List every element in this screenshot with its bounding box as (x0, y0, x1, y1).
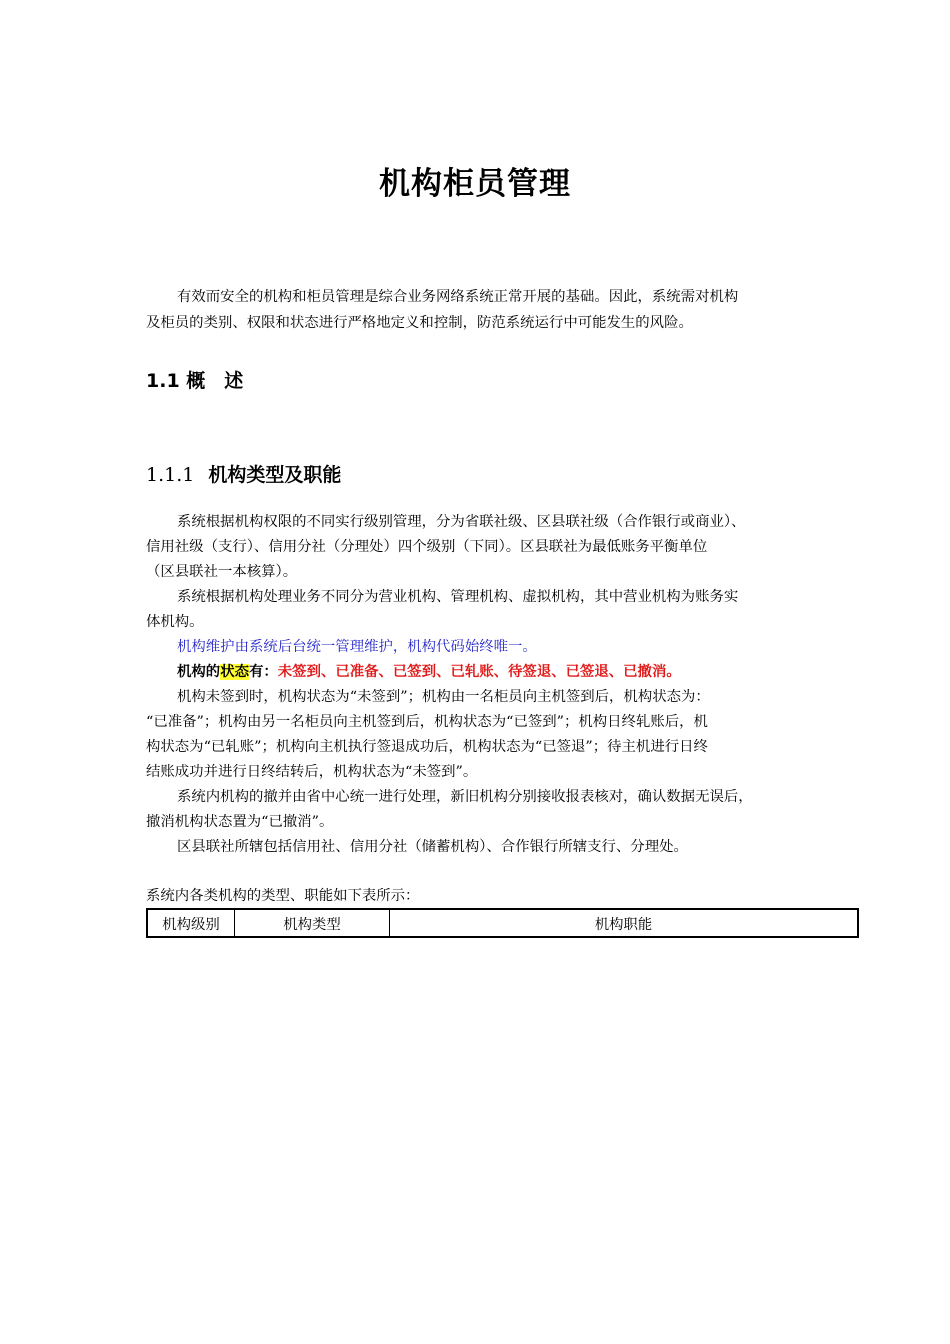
paragraph-6-line-1: 系统内机构的撤并由省中心统一进行处理，新旧机构分别接收报表核对，确认数据无误后， (177, 789, 753, 805)
paragraph-5-line-2: “已准备”；机构由另一名柜员向主机签到后，机构状态为“已签到”；机构日终轧账后，机 (146, 714, 708, 730)
paragraph-1-line-1: 系统根据机构权限的不同实行级别管理，分为省联社级、区县联社级（合作银行或商业）、 (177, 514, 746, 530)
paragraph-5-line-3: 构状态为“已轧账”；机构向主机执行签退成功后，机构状态为“已签退”；待主机进行日终 (146, 739, 708, 755)
paragraph-4-states (177, 660, 681, 685)
paragraph-5-line-1: 机构未签到时，机构状态为“未签到”；机构由一名柜员向主机签到后，机构状态为： (177, 689, 710, 705)
paragraph-6-line-2: 撤消机构状态置为“已撤消”。 (146, 814, 334, 830)
intro-line-2: 及柜员的类别、权限和状态进行严格地定义和控制，防范系统运行中可能发生的风险。 (146, 315, 693, 331)
states-prefix: 机构的 (177, 664, 221, 680)
header-cell-level: 机构级别 (147, 909, 235, 937)
paragraph-2-line-1: 系统根据机构处理业务不同分为营业机构、管理机构、虚拟机构，其中营业机构为账务实 (177, 589, 739, 605)
paragraph-1-line-2: 信用社级（支行）、信用分社（分理处）四个级别（下同）。区县联社为最低账务平衡单位 (146, 539, 708, 555)
paragraph-1-line-3: （区县联社一本核算）。 (146, 564, 298, 580)
section-heading-1-1-1 (146, 460, 341, 487)
section-title: 机构类型及职能 (208, 464, 342, 486)
header-cell-type: 机构类型 (235, 909, 390, 937)
paragraph-2-line-2: 体机构。 (146, 614, 204, 630)
paragraph-3-blue-note: 机构维护由系统后台统一管理维护，机构代码始终唯一。 (177, 639, 537, 655)
states-mid: 有： (248, 664, 278, 680)
paragraph-5-line-4: 结账成功并进行日终结转后，机构状态为“未签到”。 (146, 764, 478, 780)
states-list: 未签到、已准备、已签到、已轧账、待签退、已签退、已撤消。 (277, 664, 681, 680)
section-number: 1.1.1 (146, 464, 195, 486)
section-title: 概 述 (186, 370, 244, 392)
header-cell-function: 机构职能 (390, 909, 859, 937)
section-heading-1-1 (146, 366, 243, 393)
table-caption: 系统内各类机构的类型、职能如下表所示： (146, 888, 420, 904)
table-header-row (147, 909, 858, 937)
page-title: 机构柜员管理 (379, 166, 571, 202)
intro-line-1: 有效而安全的机构和柜员管理是综合业务网络系统正常开展的基础。因此，系统需对机构 (177, 289, 739, 305)
institution-table (146, 908, 859, 938)
section-number: 1.1 (146, 370, 180, 392)
states-highlight: 状态 (220, 664, 249, 680)
paragraph-7: 区县联社所辖包括信用社、信用分社（储蓄机构）、合作银行所辖支行、分理处。 (177, 839, 688, 855)
